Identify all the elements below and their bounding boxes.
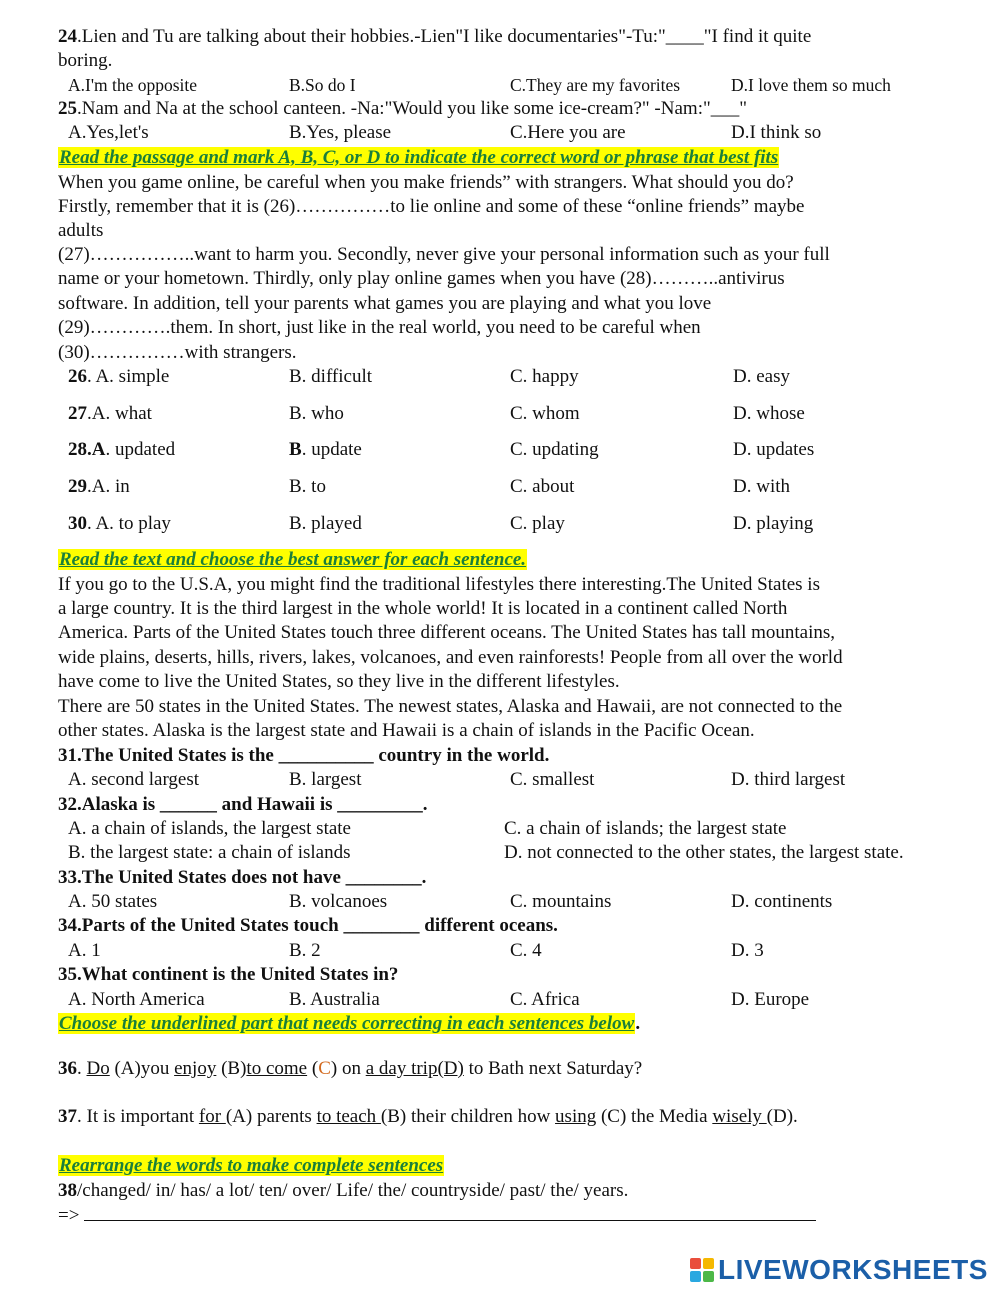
passage1-line: (29)………….them. In short, just like in the real world, you need to be careful when	[58, 317, 701, 338]
answer-input-line[interactable]	[84, 1204, 816, 1221]
q34-options	[0, 939, 1000, 963]
question-number: 37	[58, 1106, 77, 1127]
answer-arrow: =>	[58, 1205, 85, 1226]
heading-text: Choose the underlined part that needs correcting in each sentences below	[59, 1013, 635, 1034]
option-b[interactable]: B.Yes, please	[289, 122, 392, 143]
label-c: C	[318, 1058, 331, 1079]
option-c[interactable]: C. happy	[510, 366, 579, 387]
q38-answer-row	[58, 1204, 816, 1228]
q25-text: .Nam and Na at the school canteen. -Na:"Would you like some ice-cream?" -Nam:"___"	[77, 98, 747, 119]
logo-text: LIVEWORKSHEETS	[718, 1254, 988, 1285]
section-heading-reading	[58, 548, 527, 572]
text: (	[307, 1058, 319, 1079]
question-number: 29	[68, 476, 87, 497]
q28-options	[0, 438, 1000, 462]
option-c[interactable]: C. about	[510, 476, 575, 497]
heading-tail: .	[635, 1013, 641, 1034]
option-b-text: . update	[301, 439, 362, 460]
heading-text: Read the text and choose the best answer for each sentence.	[59, 549, 527, 570]
section-heading-passage	[58, 146, 779, 170]
text: ) on	[330, 1058, 366, 1079]
option-a-text: . A. to play	[87, 513, 171, 534]
q24-text: .Lien and Tu are talking about their hobbies.-Lien"I like documentaries"-Tu:"____"I find it quite	[77, 26, 812, 47]
q33-options	[0, 890, 1000, 914]
q32-options-row2	[0, 841, 1000, 865]
option-c[interactable]: C. 4	[510, 940, 542, 961]
passage2-line: have come to live the United States, so they live in the different lifestyles.	[58, 671, 620, 692]
option-c[interactable]: C. whom	[510, 403, 580, 424]
option-c[interactable]: C. smallest	[510, 769, 595, 790]
passage1-line: adults	[58, 220, 104, 241]
option-a[interactable]	[68, 365, 169, 389]
option-d[interactable]: D. whose	[733, 403, 805, 424]
option-d[interactable]: D. not connected to the other states, the largest state.	[504, 842, 904, 863]
q31-stem: 31.The United States is the __________ country in the world.	[58, 745, 550, 766]
passage1-line: (30)……………with strangers.	[58, 342, 297, 363]
q27-options	[0, 402, 1000, 426]
option-d[interactable]: D.I love them so much	[731, 75, 891, 95]
passage1-line: name or your hometown. Thirdly, only play online games when you have (28)………..antivirus	[58, 268, 785, 289]
q24-stem-cont: boring.	[58, 50, 113, 71]
option-d[interactable]: D. 3	[731, 940, 764, 961]
option-d[interactable]: D. Europe	[731, 989, 810, 1010]
option-d[interactable]: D. with	[733, 476, 790, 497]
option-a-text: . updated	[105, 439, 176, 460]
option-d[interactable]: D. third largest	[731, 769, 846, 790]
q34-stem: 34.Parts of the United States touch ________ different oceans.	[58, 915, 558, 936]
option-a-text: .A. in	[87, 476, 130, 497]
question-number: 27	[68, 403, 87, 424]
option-a[interactable]: A. 1	[68, 940, 101, 961]
option-b[interactable]: B. to	[289, 476, 326, 497]
option-b[interactable]: B. played	[289, 513, 362, 534]
option-a[interactable]	[68, 402, 152, 426]
option-b[interactable]: B. Australia	[289, 989, 380, 1010]
liveworksheets-logo	[690, 1254, 988, 1286]
q25-stem	[58, 97, 747, 121]
q31-options	[0, 768, 1000, 792]
underlined-part-b[interactable]: enjoy	[174, 1058, 217, 1079]
q38-prompt	[58, 1179, 628, 1203]
option-b[interactable]: B. the largest state: a chain of islands	[68, 842, 351, 863]
section-heading-error	[58, 1012, 640, 1036]
q29-options	[0, 475, 1000, 499]
passage2-line: wide plains, deserts, hills, rivers, lakes, volcanoes, and even rainforests! People from all over the world	[58, 647, 843, 668]
option-d[interactable]: D.I think so	[731, 122, 822, 143]
text: (B) their children how	[380, 1106, 556, 1127]
text: to Bath next Saturday?	[463, 1058, 643, 1079]
q38-words: /changed/ in/ has/ a lot/ ten/ over/ Life/ the/ countryside/ past/ the/ years.	[77, 1180, 629, 1201]
question-number: 36	[58, 1058, 77, 1079]
underlined-part-d[interactable]: wisely	[712, 1106, 767, 1127]
option-b[interactable]: B. 2	[289, 940, 321, 961]
heading-text: Rearrange the words to make complete sentences	[59, 1155, 444, 1176]
option-c[interactable]: C. updating	[510, 439, 599, 460]
option-b-letter: B	[289, 439, 302, 460]
option-a[interactable]: A. second largest	[68, 769, 200, 790]
question-number: 24	[58, 26, 77, 47]
underlined-part-a[interactable]: for	[198, 1106, 226, 1127]
text: (D).	[766, 1106, 798, 1127]
q36-sentence	[58, 1057, 642, 1081]
q32-options-row1	[0, 817, 1000, 841]
option-b[interactable]: B. volcanoes	[289, 891, 388, 912]
option-d[interactable]: D. easy	[733, 366, 790, 387]
option-c[interactable]: C.Here you are	[510, 122, 626, 143]
option-a[interactable]	[68, 475, 130, 499]
option-b[interactable]: B. largest	[289, 769, 362, 790]
option-a[interactable]	[68, 438, 175, 462]
passage2-line: There are 50 states in the United States. The newest states, Alaska and Hawaii, are not connected to the	[58, 696, 843, 717]
text: . It is important	[77, 1106, 199, 1127]
question-number: 28	[68, 439, 87, 460]
underlined-part-c[interactable]: to come	[246, 1058, 308, 1079]
q35-options	[0, 988, 1000, 1012]
option-d[interactable]: D. continents	[731, 891, 833, 912]
underlined-part-b[interactable]: to teach	[316, 1106, 381, 1127]
q32-stem: 32.Alaska is ______ and Hawaii is _________.	[58, 794, 428, 815]
q33-stem: 33.The United States does not have ________.	[58, 867, 427, 888]
underlined-part-a[interactable]: Do	[86, 1058, 110, 1079]
option-a-text: . A. simple	[87, 366, 170, 387]
option-b[interactable]	[289, 438, 362, 462]
option-a-text: .A. what	[87, 403, 152, 424]
passage1-line: Firstly, remember that it is (26)……………to lie online and some of these “online friends” maybe	[58, 196, 805, 217]
q26-options	[0, 365, 1000, 389]
option-a[interactable]: A. North America	[68, 989, 205, 1010]
option-a[interactable]: A.I'm the opposite	[68, 75, 198, 95]
option-c[interactable]: C. Africa	[510, 989, 580, 1010]
option-a[interactable]: A. a chain of islands, the largest state	[68, 818, 351, 839]
text: (A) parents	[225, 1106, 317, 1127]
option-a[interactable]: A. 50 states	[68, 891, 158, 912]
section-heading-rearrange	[58, 1154, 444, 1178]
logo-grid-icon	[690, 1258, 714, 1282]
passage1-line: software. In addition, tell your parents what games you are playing and what you love	[58, 293, 712, 314]
option-c[interactable]: C. a chain of islands; the largest state	[504, 818, 787, 839]
underlined-part-c[interactable]: using	[555, 1106, 597, 1127]
text: (A)you	[109, 1058, 175, 1079]
text: .	[77, 1058, 87, 1079]
text: (B)	[216, 1058, 247, 1079]
question-number: 38	[58, 1180, 77, 1201]
option-b[interactable]: B. difficult	[289, 366, 373, 387]
underlined-part-d[interactable]: a day trip(D)	[365, 1058, 464, 1079]
q24-options	[0, 73, 1000, 97]
q37-sentence	[58, 1105, 798, 1129]
option-b[interactable]: B.So do I	[289, 75, 356, 95]
q25-options	[0, 121, 1000, 145]
option-c[interactable]: C. play	[510, 513, 565, 534]
option-a[interactable]: A.Yes,let's	[68, 122, 149, 143]
option-b[interactable]: B. who	[289, 403, 344, 424]
option-c[interactable]: C. mountains	[510, 891, 612, 912]
text: (C) the Media	[596, 1106, 713, 1127]
q35-stem: 35.What continent is the United States in?	[58, 964, 399, 985]
q30-options	[0, 512, 1000, 536]
passage1-line: When you game online, be careful when you make friends” with strangers. What should you do?	[58, 172, 794, 193]
passage2-line: America. Parts of the United States touch three different oceans. The United States has tall mountains,	[58, 622, 836, 643]
option-a[interactable]	[68, 512, 171, 536]
option-a-letter: .A	[87, 439, 106, 460]
option-c[interactable]: C.They are my favorites	[510, 75, 681, 95]
option-d[interactable]: D. updates	[733, 439, 815, 460]
passage1-line: (27)……………..want to harm you. Secondly, never give your personal information such as your full	[58, 244, 830, 265]
question-number: 26	[68, 366, 87, 387]
passage2-line: a large country. It is the third largest in the whole world! It is located in a continent called North	[58, 598, 788, 619]
heading-text: Read the passage and mark A, B, C, or D to indicate the correct word or phrase that best fits	[59, 147, 779, 168]
question-number: 30	[68, 513, 87, 534]
q24-stem	[58, 25, 811, 49]
option-d[interactable]: D. playing	[733, 513, 814, 534]
question-number: 25	[58, 98, 77, 119]
passage2-line: If you go to the U.S.A, you might find the traditional lifestyles there interesting.The United States is	[58, 574, 820, 595]
passage2-line: other states. Alaska is the largest state and Hawaii is a chain of islands in the Pacific Ocean.	[58, 720, 755, 741]
